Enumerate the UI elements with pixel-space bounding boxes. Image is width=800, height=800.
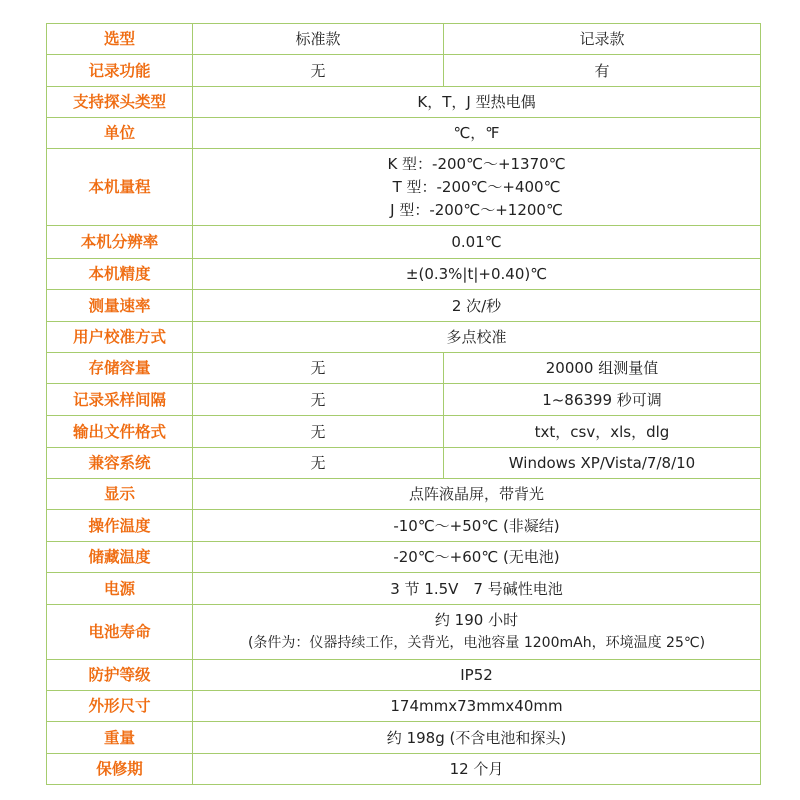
- cell-standard: 无: [193, 448, 444, 479]
- cell-value: 约 198g (不含电池和探头): [193, 722, 761, 754]
- table-row: [47, 24, 761, 55]
- cell-standard: 无: [193, 55, 444, 87]
- table-row: [47, 416, 761, 448]
- cell-standard: 无: [193, 416, 444, 448]
- cell-value: IP52: [193, 660, 761, 691]
- row-label: 单位: [47, 118, 193, 149]
- row-label: 储藏温度: [47, 542, 193, 573]
- cell-standard: 标准款: [193, 24, 444, 55]
- cell-value: 2 次/秒: [193, 290, 761, 322]
- row-label: 本机分辨率: [47, 226, 193, 259]
- table-row: [47, 118, 761, 149]
- cell-value: K，T，J 型热电偶: [193, 87, 761, 118]
- cell-value: -20℃～+60℃ (无电池): [193, 542, 761, 573]
- cell-recording: txt，csv，xls，dlg: [444, 416, 761, 448]
- table-row: [47, 87, 761, 118]
- table-row: [47, 605, 761, 660]
- cell-recording: Windows XP/Vista/7/8/10: [444, 448, 761, 479]
- cell-recording: 20000 组测量值: [444, 353, 761, 384]
- row-label: 存储容量: [47, 353, 193, 384]
- cell-value: -10℃～+50℃ (非凝结): [193, 510, 761, 542]
- row-label: 支持探头类型: [47, 87, 193, 118]
- row-label: 电池寿命: [47, 605, 193, 660]
- cell-value: ℃，℉: [193, 118, 761, 149]
- table-row: [47, 542, 761, 573]
- table-row: [47, 226, 761, 259]
- range-line-j: J 型：-200℃～+1200℃: [390, 200, 563, 219]
- cell-value-multiline: [193, 149, 761, 226]
- cell-value: 0.01℃: [193, 226, 761, 259]
- cell-recording: 记录款: [444, 24, 761, 55]
- table-row: [47, 691, 761, 722]
- row-label: 电源: [47, 573, 193, 605]
- table-row: [47, 510, 761, 542]
- cell-value: 174mmx73mmx40mm: [193, 691, 761, 722]
- row-label-model: 选型: [47, 24, 193, 55]
- battery-life-line: 约 190 小时: [434, 611, 519, 629]
- cell-value: ±(0.3%|t|+0.40)℃: [193, 259, 761, 290]
- cell-standard: 无: [193, 353, 444, 384]
- row-label: 测量速率: [47, 290, 193, 322]
- cell-recording: 有: [444, 55, 761, 87]
- row-label: 本机精度: [47, 259, 193, 290]
- row-label: 输出文件格式: [47, 416, 193, 448]
- table-row: [47, 353, 761, 384]
- cell-value: 3 节 1.5V 7 号碱性电池: [193, 573, 761, 605]
- table-row: [47, 722, 761, 754]
- table-row: [47, 55, 761, 87]
- table-row: [47, 479, 761, 510]
- cell-standard: 无: [193, 384, 444, 416]
- table-row: [47, 573, 761, 605]
- row-label: 显示: [47, 479, 193, 510]
- table-row: [47, 754, 761, 785]
- row-label: 兼容系统: [47, 448, 193, 479]
- row-label: 外形尺寸: [47, 691, 193, 722]
- range-line-t: T 型：-200℃～+400℃: [392, 177, 561, 196]
- table-row: [47, 448, 761, 479]
- table-row: [47, 322, 761, 353]
- row-label: 操作温度: [47, 510, 193, 542]
- table-row: [47, 290, 761, 322]
- battery-condition-line: (条件为：仪器持续工作，关背光，电池容量 1200mAh，环境温度 25℃): [247, 635, 706, 651]
- cell-value: 点阵液晶屏，带背光: [193, 479, 761, 510]
- row-label: 保修期: [47, 754, 193, 785]
- row-label: 防护等级: [47, 660, 193, 691]
- table-row: [47, 384, 761, 416]
- row-label: 记录功能: [47, 55, 193, 87]
- cell-value: 12 个月: [193, 754, 761, 785]
- table-row: [47, 149, 761, 226]
- cell-value-multiline: [193, 605, 761, 660]
- cell-value: 多点校准: [193, 322, 761, 353]
- table-row: [47, 660, 761, 691]
- row-label: 记录采样间隔: [47, 384, 193, 416]
- spec-table: [46, 23, 761, 785]
- table-row: [47, 259, 761, 290]
- range-line-k: K 型：-200℃～+1370℃: [387, 154, 566, 173]
- cell-recording: 1~86399 秒可调: [444, 384, 761, 416]
- row-label: 本机量程: [47, 149, 193, 226]
- row-label: 用户校准方式: [47, 322, 193, 353]
- row-label: 重量: [47, 722, 193, 754]
